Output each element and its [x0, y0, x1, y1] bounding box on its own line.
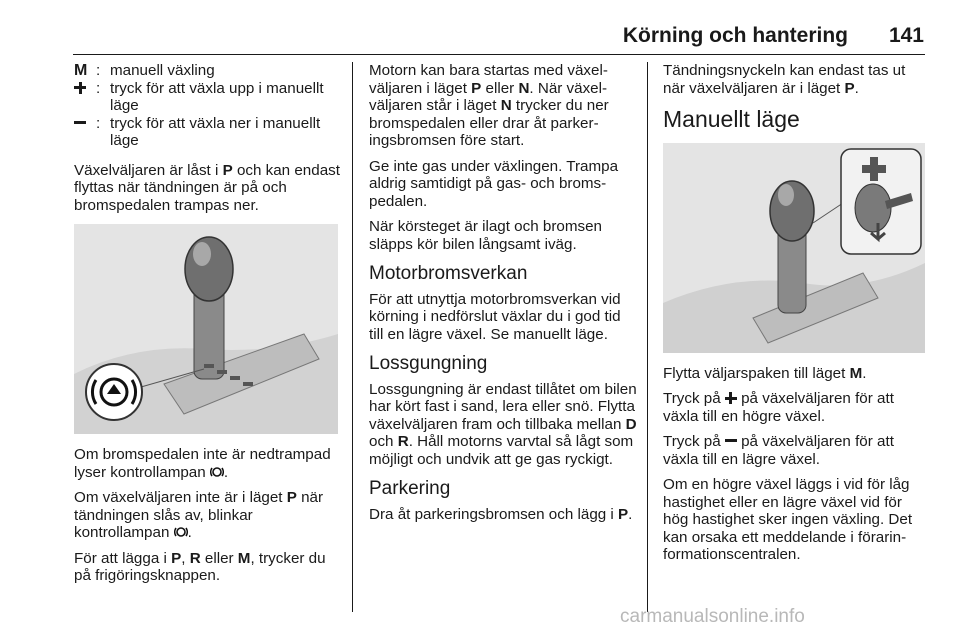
minus-icon — [74, 121, 86, 124]
heading-parkering: Parkering — [369, 478, 451, 499]
paragraph: Om växelväljaren inte är i läget P när tändningen slås av, blinkar kontrollampan . — [74, 489, 324, 541]
column-divider-2 — [647, 62, 648, 612]
brake-warning-icon — [174, 525, 188, 539]
plus-icon — [74, 82, 86, 94]
paragraph: Tändningsnyckeln kan endast tas ut när växelväljaren är i läget P. — [663, 62, 906, 97]
paragraph: Ge inte gas under växlingen. Trampa aldrig samtidigt på gas- och bromspedalen. — [369, 157, 619, 210]
manual-mode-figure — [663, 143, 925, 353]
column-1 — [74, 62, 342, 593]
def-row-m: M : manuell växling — [74, 62, 342, 80]
plus-icon — [725, 392, 737, 404]
paragraph: Motorn kan bara startas med växelväljaren i läget P eller N. När växelväljaren står i läget N trycker du ner bromspedalen eller drar åt parkeringsbromsen före start. — [369, 62, 609, 149]
def-row-plus: : tryck för att växla upp i manuellt läge — [74, 80, 342, 115]
heading-manuellt-lage: Manuellt läge — [663, 106, 800, 132]
paragraph: När körsteget är ilagt och bromsen släpps kör bilen långsamt iväg. — [369, 218, 602, 253]
def-row-minus: : tryck för att växla ner i manuellt läge — [74, 115, 342, 150]
paragraph: Flytta väljarspaken till läget M. — [663, 364, 867, 382]
page-header — [0, 0, 960, 58]
column-3 — [663, 62, 928, 572]
paragraph: Växelväljaren är låst i P och kan endast flyttas när tändningen är på och bromspedalen trampas ner. — [74, 161, 340, 214]
def-text-minus: tryck för att växla ner i manuellt läge — [110, 114, 321, 149]
header-rule — [73, 54, 925, 55]
letter-m-symbol: M — [74, 62, 88, 79]
paragraph: För att utnyttja motorbromsverkan vid körning i nedförslut växlar du i god tid till en lägre växel. Se manuellt läge. — [369, 290, 621, 343]
paragraph: Om en högre växel läggs i vid för låg hastighet eller en lägre växel vid för hög hastighet sker ingen växling. Det kan orsaka ett meddelande i förarinformationscentralen. — [663, 476, 913, 563]
gear-selector-figure — [74, 224, 338, 434]
column-divider-1 — [352, 62, 353, 612]
minus-icon — [725, 439, 737, 442]
page-number: 141 — [888, 24, 924, 47]
column-2 — [369, 62, 637, 531]
paragraph: Tryck på på växelväljaren för att växla till en högre växel. — [663, 390, 894, 425]
def-text-m: manuell växling — [110, 62, 215, 79]
heading-lossgungning: Lossgungning — [369, 353, 488, 374]
paragraph: Om bromspedalen inte är nedtrampad lyser kontrollampan . — [74, 446, 331, 481]
heading-motorbromsverkan: Motorbromsverkan — [369, 263, 528, 284]
symbol-definitions — [74, 62, 342, 150]
paragraph: Dra åt parkeringsbromsen och lägg i P. — [369, 505, 633, 523]
section-title: Körning och hantering — [622, 24, 848, 47]
brake-warning-icon — [210, 465, 224, 479]
paragraph: För att lägga i P, R eller M, trycker du på frigöringsknappen. — [74, 549, 326, 584]
paragraph: Tryck på på växelväljaren för att växla till en lägre växel. — [663, 433, 894, 468]
def-text-plus: tryck för att växla upp i manuellt läge — [110, 79, 324, 114]
paragraph: Lossgungning är endast tillåtet om bilen har kört fast i sand, lera eller snö. Flytta växelväljaren fram och tillbaka mellan D och R. Håll motorns varvtal så lågt som möjligt och undvik att ge gas ryckigt. — [369, 380, 637, 468]
watermark: carmanualsonline.info — [620, 606, 805, 627]
